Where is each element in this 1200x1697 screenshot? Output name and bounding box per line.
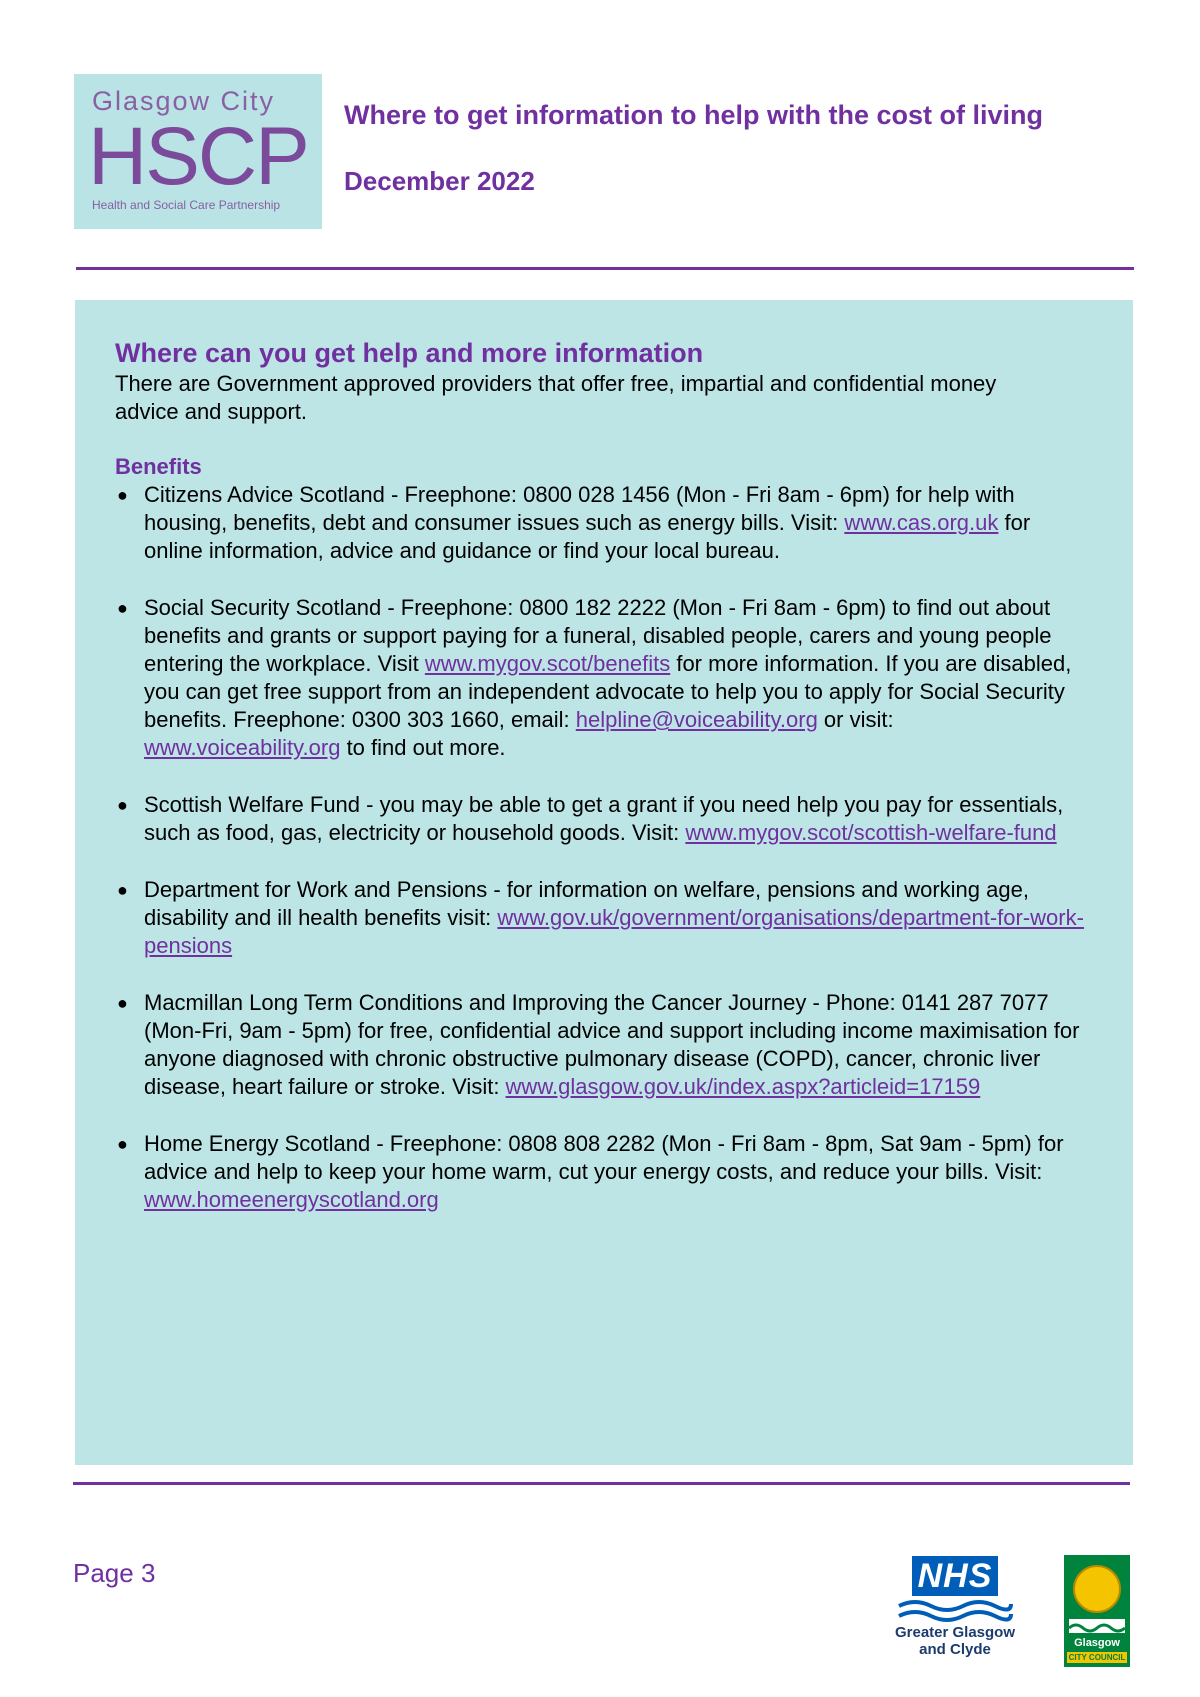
bullet-icon: ● <box>117 485 128 505</box>
list-item <box>115 876 1094 960</box>
list-item <box>115 989 1094 1101</box>
header-divider <box>76 267 1134 270</box>
logo-tagline: Health and Social Care Partnership <box>92 198 281 212</box>
list-item <box>115 791 1094 847</box>
list-item <box>115 481 1094 565</box>
logo-hscp-text: HSCP <box>88 111 308 202</box>
voiceability-email-link[interactable]: helpline@voiceability.org <box>575 707 818 732</box>
item-text: Department for Work and Pensions - for information on welfare, pensions and working age, disability and ill health benefits visit: <box>144 877 1029 930</box>
bullet-icon: ● <box>117 993 128 1013</box>
item-text: for online information, advice and guidance or find your local bureau. <box>144 510 1031 563</box>
list-item <box>115 1130 1094 1214</box>
glasgow-city-council-logo <box>1064 1555 1130 1667</box>
bullet-icon: ● <box>117 1134 128 1154</box>
page-number: Page 3 <box>73 1558 156 1588</box>
welfare-fund-link[interactable]: www.mygov.scot/scottish-welfare-fund <box>685 820 1057 845</box>
home-energy-link[interactable]: www.homeenergyscotland.org <box>144 1187 439 1212</box>
nhs-mark: NHS <box>912 1556 999 1596</box>
river-waves-icon <box>895 1598 1015 1624</box>
council-name: Glasgow <box>1074 1637 1120 1649</box>
item-text: Citizens Advice Scotland - Freephone: 0800 028 1456 (Mon - Fri 8am - 6pm) for help with housing, benefits, debt and consumer issues such as energy bills. Visit: <box>144 482 1015 535</box>
section-heading: Where can you get help and more information <box>115 338 704 368</box>
council-subtitle: CITY COUNCIL <box>1068 1653 1126 1662</box>
nhs-board-name-1: Greater Glasgow <box>894 1624 1016 1641</box>
item-text: Macmillan Long Term Conditions and Improving the Cancer Journey - Phone: 0141 287 7077 (Mon-Fri, 9am - 5pm) for free, confidential advice and support including income maximisation for anyone diagnosed with chronic obstructive pulmonary disease (COPD), cancer, chronic liver disease, heart failure or stroke. Visit: <box>144 990 1080 1099</box>
info-panel <box>75 300 1133 1465</box>
cas-link[interactable]: www.cas.org.uk <box>844 510 999 535</box>
nhs-logo <box>890 1556 1020 1672</box>
bullet-icon: ● <box>117 795 128 815</box>
item-text: Social Security Scotland - Freephone: 0800 182 2222 (Mon - Fri 8am - 6pm) to find out about benefits and grants or support paying for a funeral, disabled people, carers and young people entering the workplace. Visit <box>144 595 1052 676</box>
nhs-board-name-2: and Clyde <box>919 1641 991 1658</box>
item-text: to find out more. <box>340 735 506 760</box>
bullet-icon: ● <box>117 598 128 618</box>
section-intro: There are Government approved providers that offer free, impartial and confidential money advice and support. <box>115 371 997 424</box>
benefits-list <box>115 481 1093 1214</box>
dwp-link[interactable]: www.gov.uk/government/organisations/department-for-work-pensions <box>144 905 1084 958</box>
benefits-heading: Benefits <box>115 454 202 479</box>
logo-city-text: Glasgow City <box>92 86 276 116</box>
voiceability-link[interactable]: www.voiceability.org <box>144 735 341 760</box>
council-waves-icon <box>1069 1619 1125 1633</box>
item-text: Scottish Welfare Fund - you may be able to get a grant if you need help you pay for essentials, such as food, gas, electricity or household goods. Visit: <box>144 792 1064 845</box>
item-text: Home Energy Scotland - Freephone: 0808 808 2282 (Mon - Fri 8am - 8pm, Sat 9am - 5pm) for advice and help to keep your home warm, cut your energy costs, and reduce your bills. Visit: <box>144 1131 1064 1184</box>
council-crest-icon <box>1073 1565 1121 1613</box>
hscp-logo <box>74 74 322 229</box>
item-text: or visit: <box>817 707 894 732</box>
document-date: December 2022 <box>344 166 535 196</box>
list-item <box>115 594 1094 762</box>
mygov-benefits-link[interactable]: www.mygov.scot/benefits <box>424 651 671 676</box>
bullet-icon: ● <box>117 880 128 900</box>
footer-divider <box>73 1482 1130 1485</box>
item-text: for more information. If you are disabled, you can get free support from an independent advocate to help you to apply for Social Security benefits. Freephone: 0300 303 1660, email: <box>144 651 1072 732</box>
document-title: Where to get information to help with the cost of living <box>344 100 1043 130</box>
glasgow-gov-link[interactable]: www.glasgow.gov.uk/index.aspx?articleid=17159 <box>505 1074 981 1099</box>
